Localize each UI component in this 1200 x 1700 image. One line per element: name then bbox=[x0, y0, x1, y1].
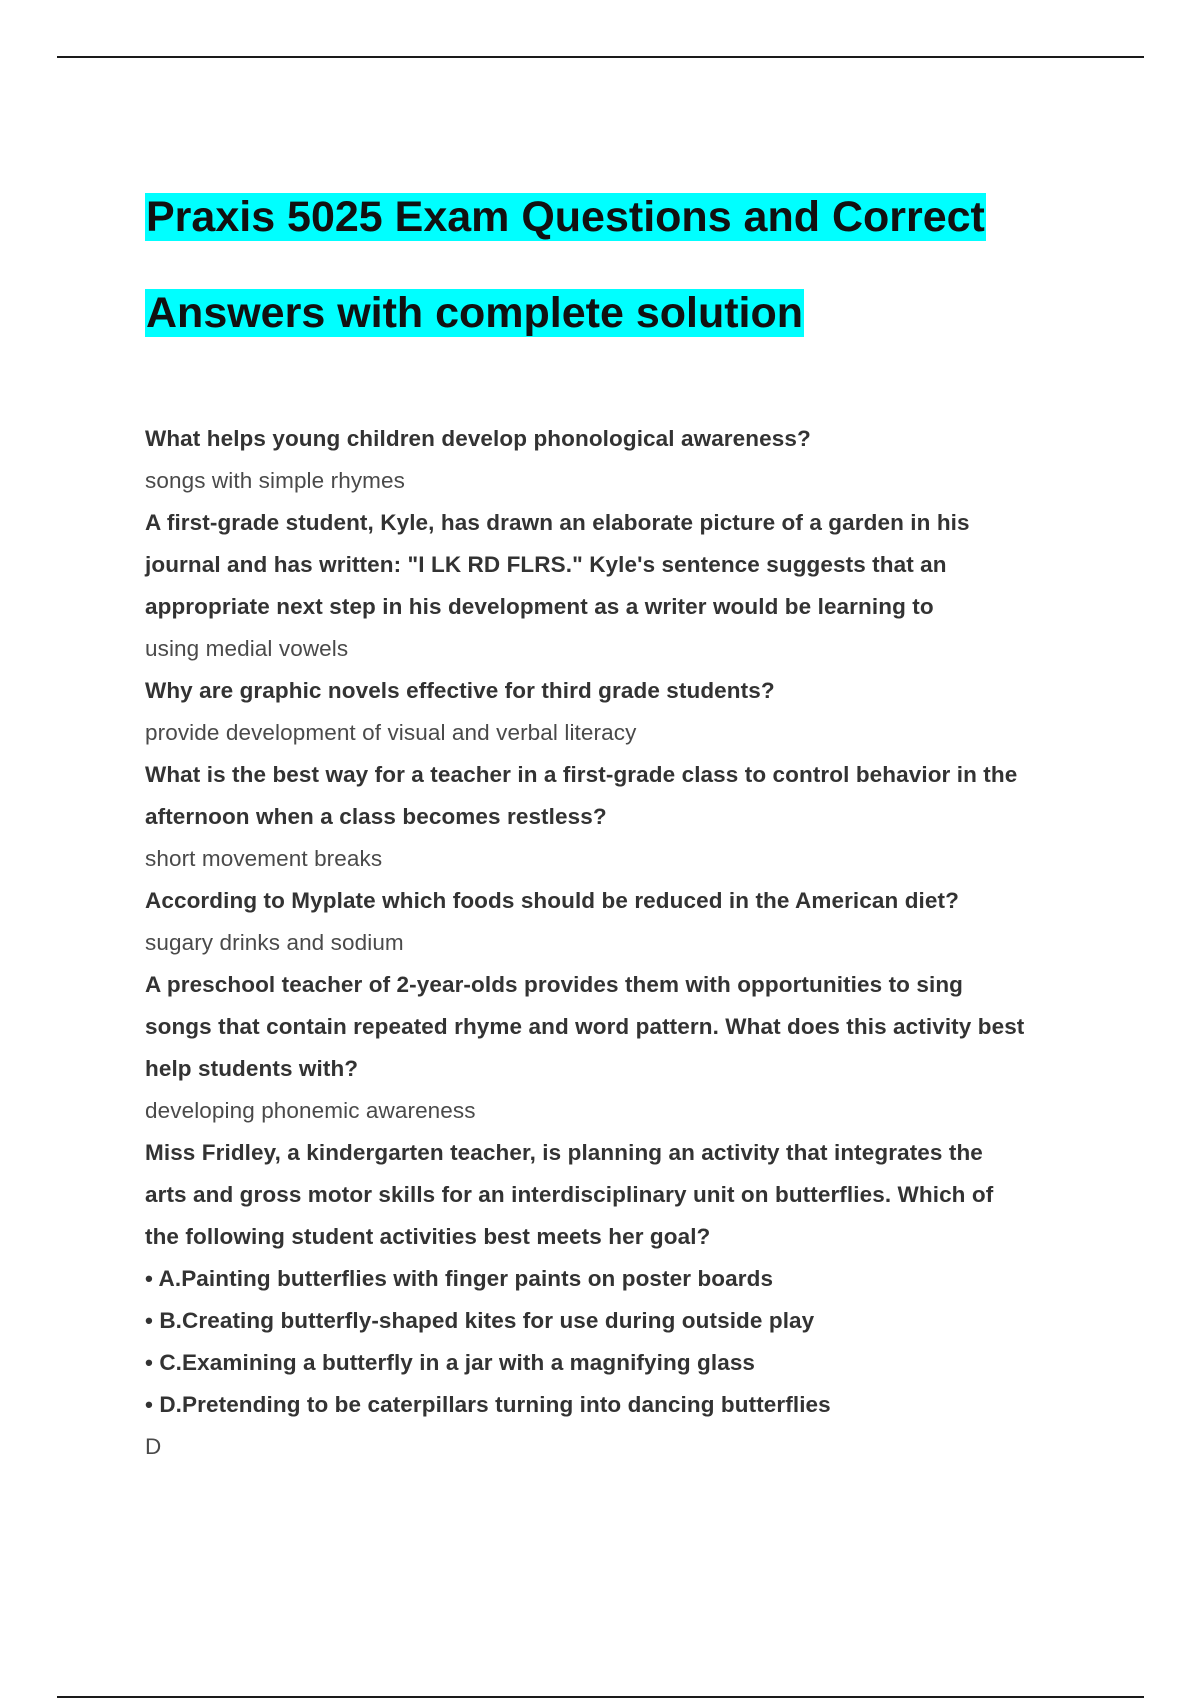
question: What helps young children develop phonological awareness? bbox=[145, 426, 811, 451]
question-line: Miss Fridley, a kindergarten teacher, is planning an activity that integrates the bbox=[145, 1140, 983, 1165]
question-line: afternoon when a class becomes restless? bbox=[145, 804, 607, 829]
question-line: help students with? bbox=[145, 1056, 359, 1081]
question-line: songs that contain repeated rhyme and word pattern. What does this activity best bbox=[145, 1014, 1025, 1039]
answer: sugary drinks and sodium bbox=[145, 930, 404, 955]
title-line-2: Answers with complete solution bbox=[146, 289, 804, 337]
option-c: • C.Examining a butterfly in a jar with a magnifying glass bbox=[145, 1350, 756, 1375]
option-d: • D.Pretending to be caterpillars turning into dancing butterflies bbox=[145, 1392, 831, 1417]
question-line: appropriate next step in his development as a writer would be learning to bbox=[145, 594, 934, 619]
qa-list bbox=[145, 418, 1105, 1468]
question-line: What is the best way for a teacher in a first-grade class to control behavior in the bbox=[145, 762, 1018, 787]
document-title bbox=[145, 185, 1105, 345]
question: Why are graphic novels effective for third grade students? bbox=[145, 678, 775, 703]
question-line: arts and gross motor skills for an interdisciplinary unit on butterflies. Which of bbox=[145, 1182, 994, 1207]
answer: provide development of visual and verbal literacy bbox=[145, 720, 637, 745]
question-line: journal and has written: "I LK RD FLRS." Kyle's sentence suggests that an bbox=[145, 552, 947, 577]
option-a: • A.Painting butterflies with finger paints on poster boards bbox=[145, 1266, 774, 1291]
answer: D bbox=[145, 1434, 162, 1459]
title-line-1: Praxis 5025 Exam Questions and Correct bbox=[146, 193, 985, 241]
question: According to Myplate which foods should be reduced in the American diet? bbox=[145, 888, 959, 913]
answer: developing phonemic awareness bbox=[145, 1098, 476, 1123]
option-b: • B.Creating butterfly-shaped kites for use during outside play bbox=[145, 1308, 815, 1333]
answer: using medial vowels bbox=[145, 636, 349, 661]
answer: short movement breaks bbox=[145, 846, 383, 871]
top-rule bbox=[57, 56, 1144, 58]
question-line: A first-grade student, Kyle, has drawn an elaborate picture of a garden in his bbox=[145, 510, 970, 535]
answer: songs with simple rhymes bbox=[145, 468, 405, 493]
question-line: A preschool teacher of 2-year-olds provides them with opportunities to sing bbox=[145, 972, 964, 997]
bottom-rule bbox=[57, 1696, 1144, 1698]
question-line: the following student activities best meets her goal? bbox=[145, 1224, 711, 1249]
